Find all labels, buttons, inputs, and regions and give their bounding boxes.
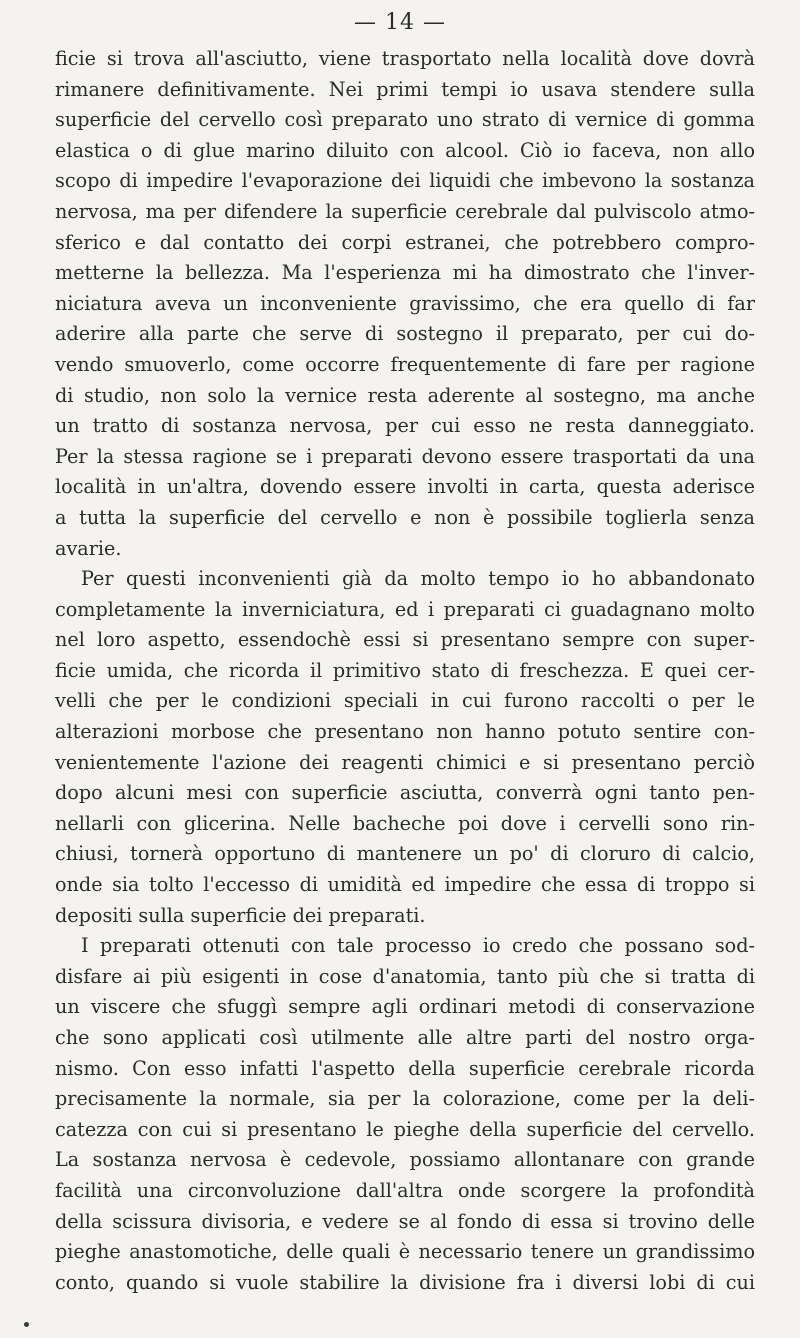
text-line: di studio, non solo la vernice resta aderente al sostegno, ma anche: [55, 383, 755, 407]
text-line: località in un'altra, dovendo essere involti in carta, questa aderisce: [55, 475, 755, 499]
text-line: a tutta la superficie del cervello e non è possibile toglierla senza: [55, 505, 755, 529]
text-line: elastica o di glue marino diluito con alcool. Ciò io faceva, non allo: [55, 138, 755, 162]
text-line: dopo alcuni mesi con superficie asciutta, converrà ogni tanto pen-: [55, 781, 755, 805]
text-line: disfare ai più esigenti in cose d'anatomia, tanto più che si tratta di: [55, 964, 755, 988]
text-line: Per la stessa ragione se i preparati devono essere trasportati da una: [55, 444, 755, 468]
text-line: metterne la bellezza. Ma l'esperienza mi ha dimostrato che l'inver-: [55, 261, 755, 285]
text-line: precisamente la normale, sia per la colorazione, come per la deli-: [55, 1087, 755, 1111]
text-line: niciatura aveva un inconveniente gravissimo, che era quello di far: [55, 291, 755, 315]
text-line: chiusi, tornerà opportuno di mantenere un po' di cloruro di calcio,: [55, 842, 755, 866]
text-line: conto, quando si vuole stabilire la divisione fra i diversi lobi di cui: [55, 1270, 755, 1294]
text-line: facilità una circonvoluzione dall'altra onde scorgere la profondità: [55, 1178, 755, 1202]
text-line: nervosa, ma per difendere la superficie cerebrale dal pulviscolo atmo-: [55, 199, 755, 223]
text-line: superficie del cervello così preparato uno strato di vernice di gomma: [55, 108, 755, 132]
text-line: sferico e dal contatto dei corpi estranei, che potrebbero compro-: [55, 230, 755, 254]
text-line: La sostanza nervosa è cedevole, possiamo allontanare con grande: [55, 1148, 755, 1172]
text-line: ficie umida, che ricorda il primitivo stato di freschezza. E quei cer-: [55, 658, 755, 682]
text-line: pieghe anastomotiche, delle quali è necessario tenere un grandissimo: [55, 1240, 755, 1264]
text-line: un tratto di sostanza nervosa, per cui esso ne resta danneggiato.: [55, 414, 755, 438]
text-line: ficie si trova all'asciutto, viene trasportato nella località dove dovrà: [55, 47, 755, 70]
text-line: scopo di impedire l'evaporazione dei liquidi che imbevono la sostanza: [55, 169, 755, 193]
text-line: venientemente l'azione dei reagenti chimici e si presentano perciò: [55, 750, 755, 774]
text-line: alterazioni morbose che presentano non hanno potuto sentire con-: [55, 720, 755, 744]
text-line: nismo. Con esso infatti l'aspetto della superficie cerebrale ricorda: [55, 1056, 755, 1080]
margin-dot: [24, 1322, 29, 1327]
text-line: catezza con cui si presentano le pieghe della superficie del cervello.: [55, 1117, 755, 1141]
text-line: un viscere che sfuggì sempre agli ordinari metodi di conservazione: [55, 995, 755, 1019]
text-line: depositi sulla superficie dei preparati.: [55, 903, 426, 927]
page-number: — 14 —: [354, 10, 446, 35]
text-line: Per questi inconvenienti già da molto tempo io ho abbandonato: [81, 567, 755, 591]
text-line: nel loro aspetto, essendochè essi si presentano sempre con super-: [55, 628, 755, 652]
text-line: che sono applicati così utilmente alle altre parti del nostro orga-: [55, 1026, 755, 1049]
text-line: aderire alla parte che serve di sostegno il preparato, per cui do-: [55, 322, 755, 346]
text-line: velli che per le condizioni speciali in cui furono raccolti o per le: [55, 689, 755, 713]
text-line: I preparati ottenuti con tale processo io credo che possano sod-: [81, 934, 755, 958]
text-line: completamente la inverniciatura, ed i preparati ci guadagnano molto: [55, 597, 755, 621]
text-line: della scissura divisoria, e vedere se al fondo di essa si trovino delle: [55, 1209, 755, 1233]
text-line: onde sia tolto l'eccesso di umidità ed impedire che essa di troppo si: [55, 873, 755, 897]
text-line: vendo smuoverlo, come occorre frequentemente di fare per ragione: [55, 352, 755, 376]
body-text: [55, 44, 755, 1298]
text-line: nellarli con glicerina. Nelle bacheche poi dove i cervelli sono rin-: [55, 811, 755, 835]
text-line: rimanere definitivamente. Nei primi tempi io usava stendere sulla: [55, 77, 755, 101]
text-line: avarie.: [55, 536, 122, 560]
